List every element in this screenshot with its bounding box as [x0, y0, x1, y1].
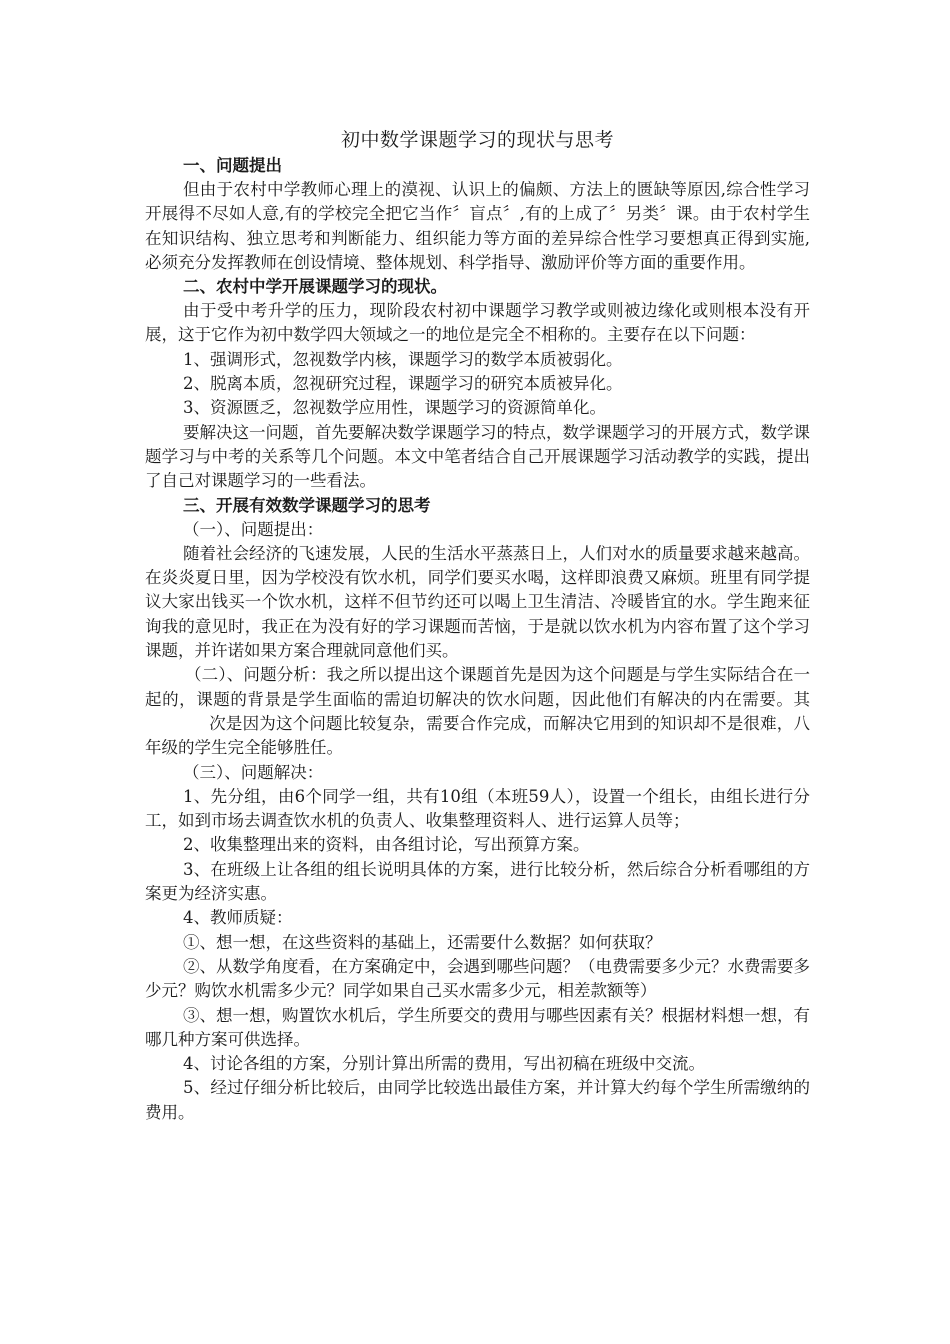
problem-item-3: 3、资源匮乏，忽视数学应用性，课题学习的资源简单化。: [183, 398, 606, 418]
section-2-paragraph: 由于受中考升学的压力，现阶段农村初中课题学习教学或则被边缘化或则根本没有开展，这于它作为初中数学四大领域之一的地位是完全不相称的。主要存在以下问题：: [145, 301, 810, 345]
document-page: [145, 128, 810, 1125]
step-item-6: 5、经过仔细分析比较后，由同学比较选出最佳方案，并计算大约每个学生所需缴纳的费用。: [145, 1078, 810, 1122]
section-heading-1: 一、问题提出: [183, 156, 282, 175]
step-item-4: 4、教师质疑：: [183, 908, 293, 928]
step-item-5: 4、讨论各组的方案，分别计算出所需的费用，写出初稿在班级中交流。: [183, 1054, 705, 1074]
step-item-2: 2、收集整理出来的资料，由各组讨论，写出预算方案。: [183, 835, 590, 855]
subsection-heading-3: （三）、问题解决：: [183, 762, 324, 782]
subsection-2-text-b: 次是因为这个问题比较复杂，需要合作完成，而解决它用到的知识却不是很难，八年级的学生完全能够胜任。: [145, 713, 810, 758]
subsection-1-paragraph: 随着社会经济的飞速发展，人民的生活水平蒸蒸日上，人们对水的质量要求越来越高。在炎炎夏日里，因为学校没有饮水机，同学们要买水喝，这样即浪费又麻烦。班里有同学提议大家出钱买一个饮水机，这样不但节约还可以喝上卫生清洁、冷暖皆宜的水。学生跑来征询我的意见时，我正在为没有好的学习课题而苦恼，于是就以饮水机为内容布置了这个学习课题，并许诺如果方案合理就同意他们买。: [145, 543, 810, 661]
problem-item-1: 1、强调形式，忽视数学内核，课题学习的数学本质被弱化。: [183, 349, 623, 369]
question-item-3: ③、想一想，购置饮水机后，学生所要交的费用与哪些因素有关？根据材料想一想，有哪几种方案可供选择。: [145, 1005, 810, 1049]
step-item-3: 3、在班级上让各组的组长说明具体的方案，进行比较分析，然后综合分析看哪组的方案更为经济实惠。: [145, 859, 810, 904]
step-item-1: 1、先分组，由6个同学一组，共有10组（本班59人），设置一个组长，由组长进行分工，如到市场去调查饮水机的负责人、收集整理资料人、进行运算人员等；: [145, 786, 810, 831]
problem-item-2: 2、脱离本质，忽视研究过程，课题学习的研究本质被异化。: [183, 374, 623, 394]
document-title: 初中数学课题学习的现状与思考: [340, 129, 614, 151]
question-item-1: ①、想一想，在这些资料的基础上，还需要什么数据？如何获取？: [183, 932, 662, 952]
section-heading-3: 三、开展有效数学课题学习的思考: [183, 495, 431, 515]
subsection-2-paragraph: [145, 663, 810, 760]
question-item-2: ②、从数学角度看，在方案确定中，会遇到哪些问题？（电费需要多少元？水费需要多少元？购饮水机需多少元？同学如果自己买水需多少元，相差款额等）: [145, 956, 810, 1001]
subsection-2-text-a: （二）、问题分析：我之所以提出这个课题首先是因为这个问题是与学生实际结合在一起的，课题的背景是学生面临的需迫切解决的饮水问题，因此他们有解决的内在需要。其: [145, 665, 810, 709]
subsection-heading-1: （一）、问题提出：: [183, 519, 324, 539]
section-heading-2: 二、农村中学开展课题学习的现状。: [183, 277, 447, 297]
section-2-paragraph-2: 要解决这一问题，首先要解决数学课题学习的特点，数学课题学习的开展方式，数学课题学习与中考的关系等几个问题。本文中笔者结合自己开展课题学习活动教学的实践，提出了自己对课题学习的一些看法。: [145, 422, 810, 491]
section-1-paragraph: 但由于农村中学教师心理上的漠视、认识上的偏颇、方法上的匮缺等原因,综合性学习开展得不尽如人意,有的学校完全把它当作〞盲点〞,有的上成了〞另类〞课。由于农村学生在知识结构、独立思考和判断能力、组织能力等方面的差异综合性学习要想真正得到实施,必须充分发挥教师在创设情境、整体规划、科学指导、激励评价等方面的重要作用。: [145, 180, 810, 272]
